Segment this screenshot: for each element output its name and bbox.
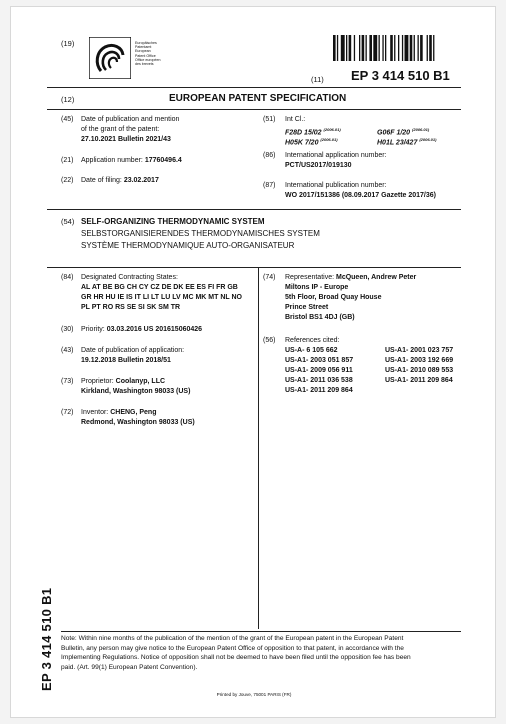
code-45: (45) (61, 116, 74, 123)
divider (47, 209, 461, 210)
field-72: Inventor: CHENG, Peng Redmond, Washington 98033 (US) (81, 409, 195, 426)
reference: US-A- 6 105 662 (285, 347, 338, 354)
column-divider (258, 267, 259, 629)
patent-page (10, 6, 496, 718)
epo-logo-icon (89, 37, 131, 79)
field-86: International application number: PCT/US2017/019130 (285, 152, 387, 169)
code-21: (21) (61, 157, 74, 164)
code-72: (72) (61, 409, 74, 416)
code-74: (74) (263, 274, 276, 281)
field-22: Date of filing: 23.02.2017 (81, 177, 159, 184)
printer-line: Printed by Jouve, 75001 PARIS (FR) (216, 692, 292, 697)
code-51: (51) (263, 116, 276, 123)
field-45: Date of publication and mention of the grant of the patent: 27.10.2021 Bulletin 2021/43 (81, 116, 180, 143)
publication-number: EP 3 414 510 B1 (351, 68, 450, 83)
field-21: Application number: 17760496.4 (81, 157, 182, 164)
side-publication-number: EP 3 414 510 B1 (39, 587, 54, 691)
field-84: Designated Contracting States: AL AT BE BG CH CY CZ DE DK EE ES FI FR GB GR HR HU IE IS IT LI LT LU LV MC MK MT NL NO PL PT RO RS SE SI SK SM TR (81, 274, 242, 311)
code-73: (73) (61, 378, 74, 385)
reference: US-A1- 2001 023 757 (385, 347, 454, 354)
code-19: (19) (61, 39, 75, 48)
reference: US-A1- 2011 209 864 (285, 387, 353, 394)
divider (47, 267, 461, 268)
reference: US-A1- 2009 056 911 (285, 367, 353, 374)
code-22: (22) (61, 177, 74, 184)
code-11: (11) (311, 75, 324, 84)
field-51: Int Cl.: F28D 15/02 $^{(2006.01)}$ G06F 1/20 $^{(2006.01)}$ H05K 7/20 $^{(2006.01)}$ H01L 23/427 $^{(2006.01)}$ (285, 115, 475, 145)
office-name: Europäisches Patentamt European Patent Office Office européen des brevets (135, 41, 161, 67)
references-col-2 (385, 346, 453, 386)
int-class: H05K 7/20 $^{(2006.01)}$ (285, 137, 338, 147)
references-col-1 (285, 346, 353, 396)
code-54: (54) (61, 217, 75, 226)
code-56: (56) (263, 337, 276, 344)
barcode (333, 35, 469, 61)
code-30: (30) (61, 326, 74, 333)
code-84: (84) (61, 274, 74, 281)
int-class: G06F 1/20 $^{(2006.01)}$ (377, 127, 430, 137)
reference: US-A1- 2003 192 669 (385, 357, 454, 364)
field-43: Date of publication of application: 19.12.2018 Bulletin 2018/51 (81, 347, 185, 364)
code-87: (87) (263, 182, 276, 189)
field-74: Representative: McQueen, Andrew Peter Miltons IP - Europe 5th Floor, Broad Quay House Prince Street Bristol BS1 4DJ (GB) (285, 274, 417, 321)
reference: US-A1- 2011 036 538 (285, 377, 353, 384)
int-classes (285, 125, 475, 145)
code-43: (43) (61, 347, 74, 354)
opposition-note: Note: Within nine months of the publication of the mention of the grant of the European patent in the European Patent Bulletin, any person may give notice to the European Patent Office of opposition to that patent, in accordance with the Implementing Regulations. Notice of opposition shall not be deemed to have been filed until the opposition fee has been paid. (Art. 99(1) European Patent Convention). (61, 635, 411, 671)
invention-title: SELF-ORGANIZING THERMODYNAMIC SYSTEM SELBSTORGANISIERENDES THERMODYNAMISCHES SYSTEM SYSTÈME THERMODYNAMIQUE AUTO-ORGANISATEUR (81, 217, 320, 250)
reference: US-A1- 2010 089 553 (385, 367, 454, 374)
code-86: (86) (263, 152, 276, 159)
field-30: Priority: 03.03.2016 US 201615060426 (81, 326, 203, 333)
divider (47, 87, 461, 88)
field-87: International publication number: WO 2017/151386 (08.09.2017 Gazette 2017/36) (285, 182, 436, 199)
reference: US-A1- 2003 051 857 (285, 357, 354, 364)
references-list (285, 346, 485, 396)
code-12: (12) (61, 95, 75, 104)
int-class: F28D 15/02 $^{(2006.01)}$ (285, 127, 341, 137)
divider (47, 109, 461, 110)
epo-logo (89, 37, 169, 79)
divider (61, 631, 461, 632)
reference: US-A1- 2011 209 864 (385, 377, 453, 384)
field-73: Proprietor: Coolanyp, LLC Kirkland, Washington 98033 (US) (81, 378, 191, 395)
int-class: H01L 23/427 $^{(2006.01)}$ (377, 137, 437, 147)
document-type: EUROPEAN PATENT SPECIFICATION (169, 93, 347, 104)
field-56: References cited: US-A- 6 105 662 US-A1- 2003 051 857 US-A1- 2009 056 911 US-A1- 2011 036 538 US-A1- 2011 209 864 US-A1- 2001 023 757 US-A1- 2003 192 669 US-A1- 2010 089 553 US-A1- 2011 209 864 (285, 336, 485, 396)
